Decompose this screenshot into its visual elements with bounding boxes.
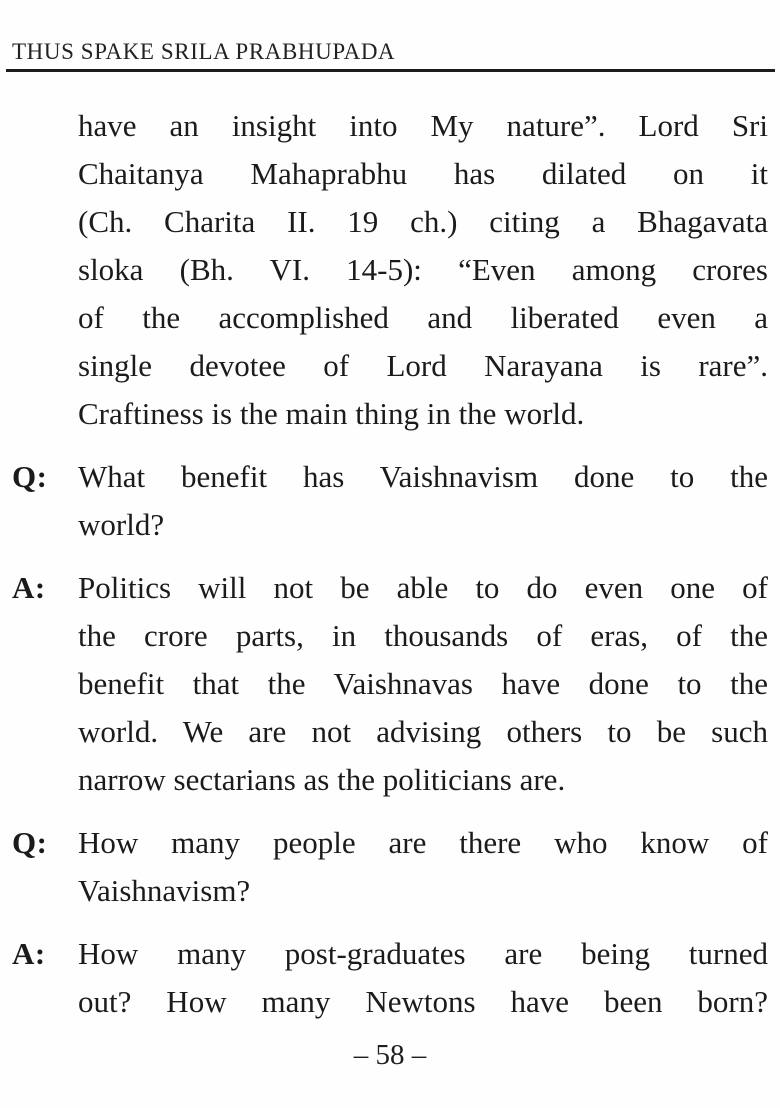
text-line: Vaishnavism? [78,873,251,908]
text-line: Craftiness is the main thing in the world. [78,396,585,431]
page-footer [0,1039,780,1072]
page-number: – 58 – [353,1039,427,1071]
header-rule [6,69,775,72]
answer-label: A: [12,570,46,605]
question-block [12,819,768,915]
text-line: How many post-graduates are being turned [78,936,768,971]
answer-block [12,930,768,1026]
page-header [0,0,780,72]
text-line: single devotee of Lord Narayana is rare”. [78,348,768,383]
text-line: out? How many Newtons have been born? [78,984,768,1019]
text-line: What benefit has Vaishnavism done to the [78,459,768,494]
text-line: sloka (Bh. VI. 14-5): “Even among crores [78,252,768,287]
text-line: Chaitanya Mahaprabhu has dilated on it [78,156,768,191]
text-line: the crore parts, in thousands of eras, of the [78,618,768,653]
continuation-paragraph [78,102,768,438]
text-line: (Ch. Charita II. 19 ch.) citing a Bhagavata [78,204,768,239]
page-content [12,102,768,1026]
text-line: world? [78,507,165,542]
answer-label: A: [12,936,46,971]
text-line: narrow sectarians as the politicians are. [78,762,566,797]
text-line: benefit that the Vaishnavas have done to the [78,666,768,701]
text-line: world. We are not advising others to be such [78,714,768,749]
question-label: Q: [12,459,48,494]
text-line: Politics will not be able to do even one of [78,570,768,605]
question-label: Q: [12,825,48,860]
running-head-title: THUS SPAKE SRILA PRABHUPADA [12,39,396,64]
text-line: have an insight into My nature”. Lord Sri [78,108,768,143]
text-line: of the accomplished and liberated even a [78,300,768,335]
answer-block [12,564,768,804]
text-line: How many people are there who know of [78,825,768,860]
question-block [12,453,768,549]
